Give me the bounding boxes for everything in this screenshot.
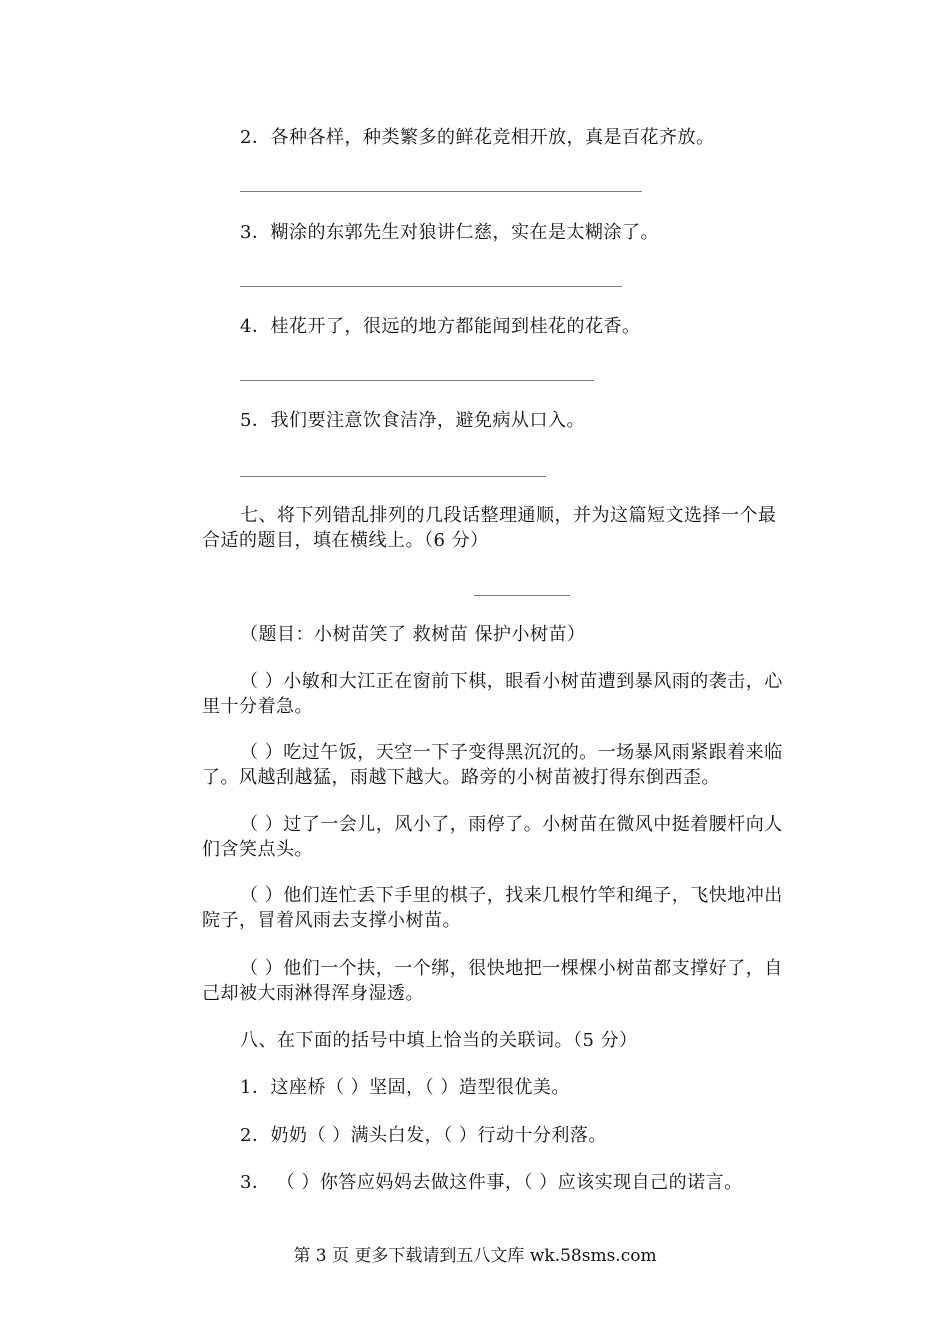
answer-line [240, 380, 594, 381]
answer-line [240, 476, 546, 477]
section-7-heading-cont: 合适的题目，填在横线上。（6 分） [202, 530, 489, 551]
sentence-item-4: 4．桂花开了，很远的地方都能闻到桂花的花香。 [240, 316, 641, 337]
conjunction-item-2: 2．奶奶（ ）满头白发，（ ）行动十分利落。 [240, 1125, 607, 1146]
sentence-item-2: 2．各种各样，种类繁多的鲜花竞相开放，真是百花齐放。 [240, 127, 715, 148]
sentence-item-5: 5．我们要注意饮食洁净，避免病从口入。 [240, 410, 585, 431]
paragraph-line: 了。风越刮越猛，雨越下越大。路旁的小树苗被打得东倒西歪。 [202, 767, 720, 788]
paragraph-line: （ ）过了一会儿，风小了，雨停了。小树苗在微风中挺着腰杆向人 [240, 814, 783, 835]
paragraph-line: 们含笑点头。 [202, 839, 313, 860]
answer-line [240, 191, 642, 192]
paragraph-line: （ ）他们连忙丢下手里的棋子，找来几根竹竿和绳子，飞快地冲出 [240, 885, 783, 906]
paragraph-line: 己却被大雨淋得浑身湿透。 [202, 983, 424, 1004]
title-options: （题目：小树苗笑了 救树苗 保护小树苗） [240, 624, 586, 645]
paragraph-line: （ ）他们一个扶，一个绑，很快地把一棵棵小树苗都支撑好了，自 [240, 958, 783, 979]
conjunction-item-3: 3． （ ）你答应妈妈去做这件事，（ ）应该实现自己的诺言。 [240, 1172, 743, 1193]
page-footer: 第 3 页 更多下载请到五八文库 wk.58sms.com [293, 1246, 657, 1266]
paragraph-line: 院子，冒着风雨去支撑小树苗。 [202, 910, 461, 931]
paragraph-line: （ ）吃过午饭，天空一下子变得黑沉沉的。一场暴风雨紧跟着来临 [240, 742, 783, 763]
section-7-heading: 七、将下列错乱排列的几段话整理通顺，并为这篇短文选择一个最 [240, 505, 777, 526]
title-answer-line [474, 595, 570, 596]
paragraph-line: （ ）小敏和大江正在窗前下棋，眼看小树苗遭到暴风雨的袭击，心 [240, 671, 783, 692]
answer-line [240, 286, 622, 287]
conjunction-item-1: 1．这座桥（ ）坚固，（ ）造型很优美。 [240, 1077, 570, 1098]
section-8-heading: 八、在下面的括号中填上恰当的关联词。（5 分） [240, 1030, 638, 1051]
paragraph-line: 里十分着急。 [202, 696, 313, 717]
sentence-item-3: 3．糊涂的东郭先生对狼讲仁慈，实在是太糊涂了。 [240, 222, 659, 243]
